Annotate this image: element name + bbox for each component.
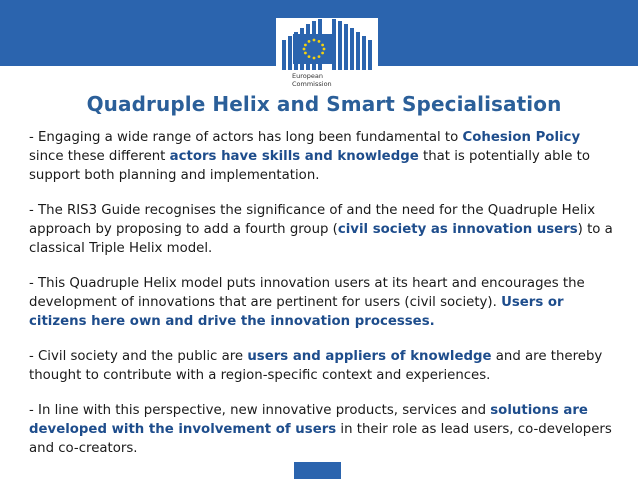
paragraph-text: - Civil society and the public are: [29, 349, 248, 364]
paragraph-text: ) to a classical Triple Helix model.: [29, 222, 613, 256]
logo-line-1: European: [292, 72, 323, 80]
eu-flag-footer-icon: [294, 462, 341, 479]
bullet-paragraph: [29, 128, 613, 185]
emphasis-text: Users or citizens here own and drive the innovation processes.: [29, 295, 564, 329]
slide-title: Quadruple Helix and Smart Specialisation: [86, 92, 562, 116]
paragraph-text: that is potentially able to support both planning and implementation.: [29, 149, 591, 183]
emphasis-text: Cohesion Policy: [462, 130, 581, 145]
paragraph-text: - This Quadruple Helix model puts innovation users at its heart and encourages the development of innovations that are pertinent for users (civil society).: [29, 276, 585, 310]
bullet-paragraph: [29, 401, 613, 458]
slide-body: [29, 128, 613, 474]
berlaymont-building-icon: [278, 18, 376, 70]
bullet-paragraph: [29, 347, 613, 385]
paragraph-text: since these different: [29, 149, 170, 164]
paragraph-text: - In line with this perspective, new innovative products, services and: [29, 403, 491, 418]
bullet-paragraph: [29, 201, 613, 258]
paragraph-text: and are thereby thought to contribute with a region-specific context and experiences.: [29, 349, 603, 383]
emphasis-text: actors have skills and knowledge: [169, 149, 419, 164]
logo-wordmark: [292, 72, 372, 88]
paragraph-text: - The RIS3 Guide recognises the significance of and the need for the Quadruple Helix approach by proposing to add a fourth group (: [29, 203, 596, 237]
paragraph-text: in their role as lead users, co-developers and co-creators.: [29, 422, 612, 456]
emphasis-text: civil society as innovation users: [337, 222, 578, 237]
emphasis-text: solutions are developed with the involvement of users: [29, 403, 588, 437]
logo-line-2: Commission: [292, 80, 332, 88]
paragraph-text: - Engaging a wide range of actors has long been fundamental to: [29, 130, 463, 145]
bullet-paragraph: [29, 274, 613, 331]
european-commission-logo: [276, 18, 378, 94]
emphasis-text: users and appliers of knowledge: [247, 349, 492, 364]
